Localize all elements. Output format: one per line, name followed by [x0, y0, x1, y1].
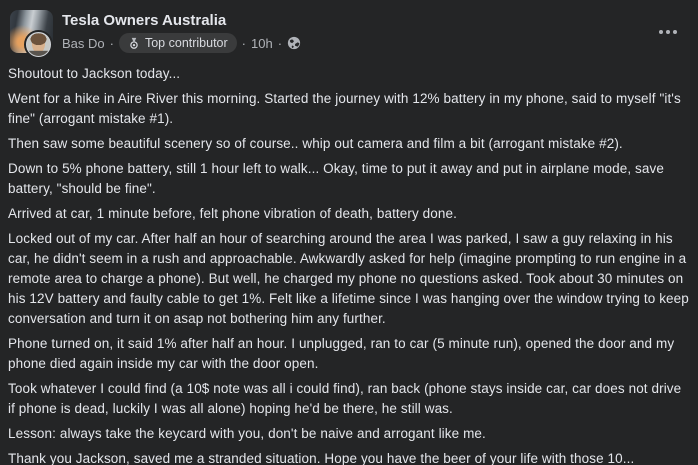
post-header: [0, 0, 698, 53]
top-contributor-label: Top contributor: [144, 35, 228, 50]
byline: [62, 33, 301, 53]
author-name-link[interactable]: Bas Do: [62, 35, 105, 51]
author-avatar[interactable]: [26, 32, 51, 57]
globe-icon: [287, 36, 301, 50]
ellipsis-icon: [673, 30, 677, 34]
post-paragraph: Phone turned on, it said 1% after half an hour. I unplugged, ran to car (5 minute run), opened the door and my phone died again inside my car with the door open.: [8, 336, 675, 371]
dot-separator: ·: [109, 35, 114, 51]
header-text: [62, 10, 301, 53]
post-paragraph: Went for a hike in Aire River this morning. Started the journey with 12% battery in my phone, said to myself "it's fine" (arrogant mistake #1).: [8, 91, 681, 126]
post-paragraph: Shoutout to Jackson today...: [8, 66, 181, 81]
group-name-link[interactable]: Tesla Owners Australia: [62, 12, 227, 29]
post-paragraph: Thank you Jackson, saved me a stranded situation. Hope you have the beer of your life with those 10...: [8, 451, 635, 465]
post-paragraph: Arrived at car, 1 minute before, felt phone vibration of death, battery done.: [8, 206, 457, 221]
post-paragraph: Locked out of my car. After half an hour of searching around the area I was parked, I saw a guy relaxing in his car, he didn't seem in a rush and approachable. Awkwardly asked for help (imagine prompting to run engine in a remote area to charge a phone). But well, he charged my phone no questions asked. Took about 30 minutes on his 12V battery and faulty cable to get 1%. Felt like a lifetime since I was hanging over the window trying to keep conversation and turn it on asap not bothering him any further.: [8, 231, 689, 326]
post-paragraph: Then saw some beautiful scenery so of course.. whip out camera and film a bit (arrogant mistake #2).: [8, 136, 623, 151]
avatar-stack: [10, 10, 53, 53]
ellipsis-icon: [659, 30, 663, 34]
more-options-button[interactable]: [652, 20, 684, 44]
top-contributor-badge[interactable]: [119, 33, 237, 53]
post-body: [0, 53, 698, 465]
medal-icon: [128, 37, 140, 50]
timestamp-link[interactable]: 10h: [251, 35, 273, 51]
dot-separator: ·: [277, 35, 283, 51]
post-paragraph: Took whatever I could find (a 10$ note was all i could find), ran back (phone stays inside car, car does not drive if phone is dead, luckily I was all alone) hoping he'd be there, he still was.: [8, 381, 682, 416]
post-paragraph: Lesson: always take the keycard with you, don't be naive and arrogant like me.: [8, 426, 486, 441]
post-paragraph: Down to 5% phone battery, still 1 hour left to walk... Okay, time to put it away and put in airplane mode, save battery, "should be fine".: [8, 161, 664, 196]
ellipsis-icon: [666, 30, 670, 34]
dot-separator: ·: [241, 35, 247, 51]
